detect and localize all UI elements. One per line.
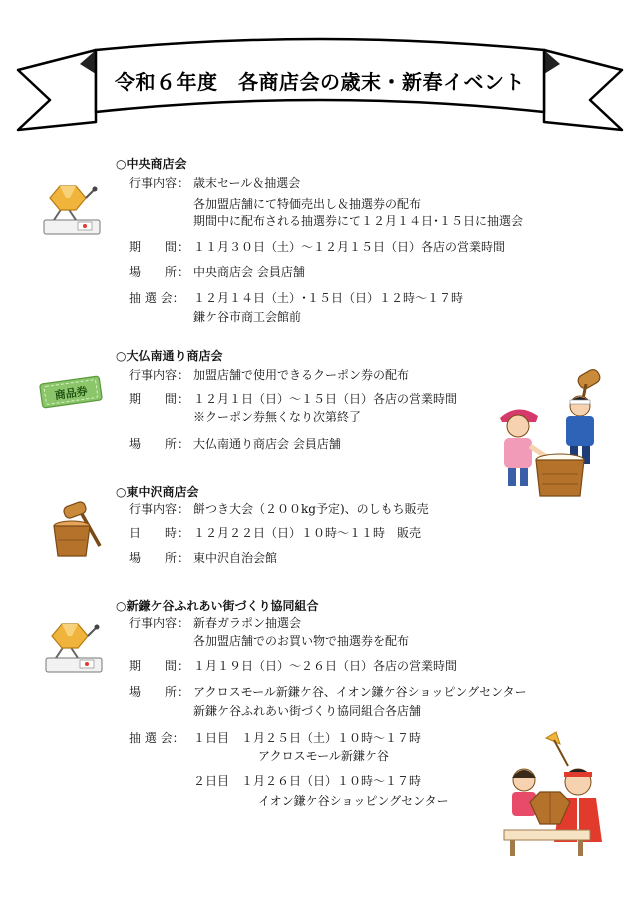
event-content-line: 各加盟店舗にて特価売出し＆抽選券の配布: [193, 197, 422, 211]
place-value: 東中沢自治会館: [193, 551, 278, 565]
lottery-value: １２月１４日（土）･１５日（日）１２時～１７時: [193, 291, 464, 305]
label-event-content: 行事内容：: [129, 176, 190, 190]
event-content-line: 歳末セール＆抽選会: [193, 176, 301, 190]
label-place: 場 所：: [129, 437, 190, 451]
label-place: 場 所：: [129, 685, 190, 699]
label-place: 場 所：: [129, 265, 190, 279]
lottery-day2-venue: イオン鎌ケ谷ショッピングセンター: [258, 794, 449, 808]
period-value: １２月１日（日）～１５日（日）各店の営業時間: [193, 392, 458, 406]
lottery-machine-icon: [42, 618, 106, 678]
new-year-lottery-illustration: [498, 730, 616, 860]
event-content-line: 餅つき大会（２００kg予定)、のしもち販売: [193, 502, 429, 516]
label-period: 期 間：: [129, 659, 190, 673]
event-content-line: 各加盟店舗でのお買い物で抽選券を配布: [193, 634, 410, 648]
section-heading-higashinakazawa: ○東中沢商店会: [116, 485, 199, 499]
label-datetime: 日 時：: [129, 526, 190, 540]
coupon-text: 商品券: [53, 384, 89, 403]
event-content-line: 加盟店舗で使用できるクーポン券の配布: [193, 368, 410, 382]
datetime-value: １２月２２日（日）１０時～１１時 販売: [193, 526, 422, 540]
section-heading-chuo: ○中央商店会: [116, 157, 187, 171]
label-lottery: 抽 選 会：: [129, 291, 185, 305]
mochi-pounding-illustration: [496, 366, 612, 502]
place-value: 大仏南通り商店会 会員店舗: [193, 437, 341, 451]
label-event-content: 行事内容：: [129, 502, 190, 516]
page-title: 令和６年度 各商店会の歳末・新春イベント: [115, 70, 525, 94]
event-content-line: 期間中に配布される抽選券にて１２月１４日･１５日に抽選会: [193, 214, 524, 228]
label-event-content: 行事内容：: [129, 368, 190, 382]
mortar-mallet-icon: [48, 498, 108, 560]
lottery-day1-venue: アクロスモール新鎌ケ谷: [258, 749, 389, 763]
label-event-content: 行事内容：: [129, 616, 190, 630]
lottery-value: 鎌ケ谷市商工会館前: [193, 310, 302, 324]
lottery-day2: ２日目 １月２６日（日）１０時～１７時: [193, 774, 422, 788]
place-value: 新鎌ケ谷ふれあい街づくり協同組合各店舗: [193, 704, 422, 718]
lottery-day1: １日目 １月２５日（土）１０時～１７時: [193, 731, 422, 745]
place-value: 中央商店会 会員店舗: [193, 265, 305, 279]
label-period: 期 間：: [129, 392, 190, 406]
period-value: １月１９日（日）～２６日（日）各店の営業時間: [193, 659, 458, 673]
label-lottery: 抽 選 会：: [129, 731, 185, 745]
period-note: ※クーポン券無くなり次第終了: [193, 410, 362, 424]
label-period: 期 間：: [129, 240, 190, 254]
section-heading-shinkamagaya: ○新鎌ケ谷ふれあい街づくり協同組合: [116, 599, 319, 613]
lottery-machine-icon: [40, 180, 104, 240]
event-content-line: 新春ガラポン抽選会: [193, 616, 302, 630]
coupon-ticket-icon: [38, 374, 104, 410]
label-place: 場 所：: [129, 551, 190, 565]
section-heading-daibutsu: ○大仏南通り商店会: [116, 349, 223, 363]
period-value: １１月３０日（土）～１２月１５日（日）各店の営業時間: [193, 240, 506, 254]
place-value: アクロスモール新鎌ケ谷、イオン鎌ケ谷ショッピングセンター: [193, 685, 527, 699]
